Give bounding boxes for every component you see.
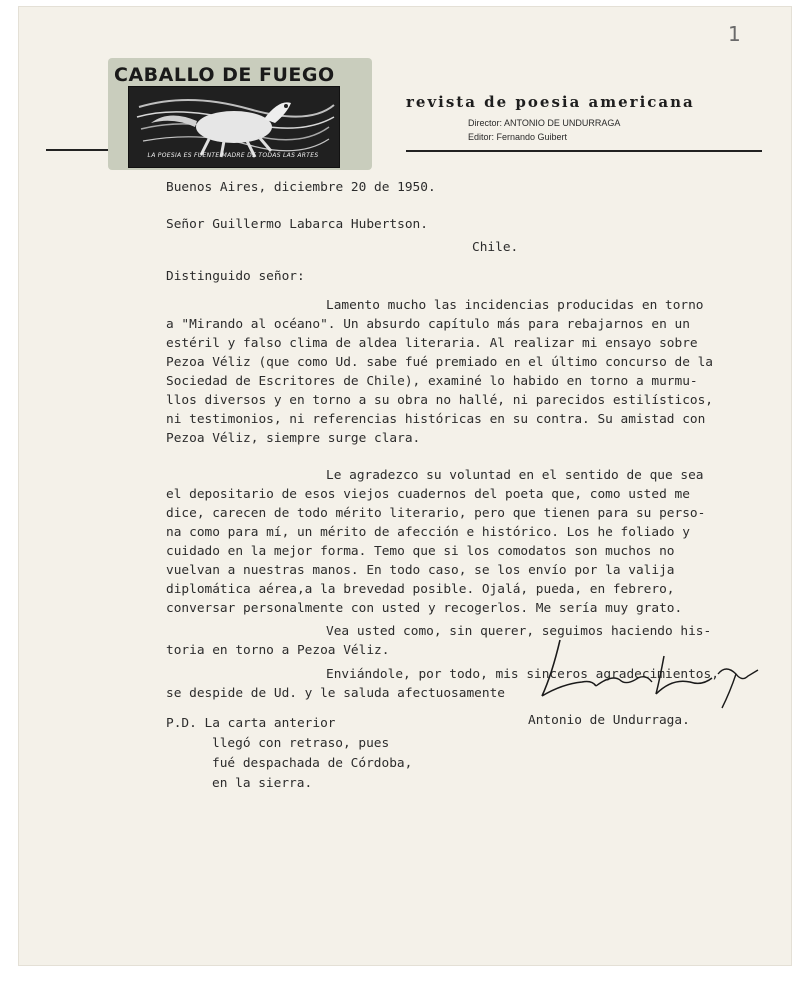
- paragraph-line: Vea usted como, sin querer, seguimos haciendo his-: [326, 624, 712, 639]
- paragraph-line: cuidado en la mejor forma. Temo que si los comodatos son muchos no: [166, 544, 675, 559]
- postscript-line: fué despachada de Córdoba,: [212, 756, 413, 771]
- postscript-line: en la sierra.: [212, 776, 313, 791]
- editor-line: Editor: Fernando Guibert: [468, 132, 568, 142]
- paragraph-line: Le agradezco su voluntad en el sentido de que sea: [326, 468, 704, 483]
- paragraph-line: Sociedad de Escritores de Chile), examiné lo habido en torno a murmu-: [166, 374, 698, 389]
- magazine-subtitle: revista de poesia americana: [406, 93, 695, 111]
- page-number: 1: [728, 22, 741, 46]
- postscript-line: P.D. La carta anterior: [166, 716, 336, 731]
- paragraph-line: a "Mirando al océano". Un absurdo capítulo más para rebajarnos en un: [166, 317, 690, 332]
- place-date: Buenos Aires, diciembre 20 de 1950.: [166, 180, 436, 195]
- paragraph-line: ni testimonios, ni referencias históricas en su contra. Su amistad con: [166, 412, 706, 427]
- paragraph-line: vuelvan a nuestras manos. En todo caso, se los envío por la valija: [166, 563, 675, 578]
- paragraph-line: Pezoa Véliz, siempre surge clara.: [166, 431, 421, 446]
- salutation: Distinguido señor:: [166, 269, 305, 284]
- paragraph-line: llos diversos y en torno a su obra no hallé, ni parecidos estilísticos,: [166, 393, 714, 408]
- paragraph-line: Lamento mucho las incidencias producidas en torno: [326, 298, 704, 313]
- recipient: Señor Guillermo Labarca Hubertson.: [166, 217, 428, 232]
- postscript-line: llegó con retraso, pues: [212, 736, 390, 751]
- director-line: Director: ANTONIO DE UNDURRAGA: [468, 118, 621, 128]
- paragraph-line: estéril y falso clima de aldea literaria. Al realizar mi ensayo sobre: [166, 336, 698, 351]
- paragraph-line: dice, carecen de todo mérito literario, pero que tienen para su perso-: [166, 506, 706, 521]
- logo-title: CABALLO DE FUEGO: [114, 64, 335, 86]
- magazine-logo: [108, 58, 372, 170]
- recipient-country: Chile.: [472, 240, 519, 255]
- letterhead-rule-right: [406, 150, 762, 152]
- paragraph-line: Pezoa Véliz (que como Ud. sabe fué premiado en el último concurso de la: [166, 355, 714, 370]
- paragraph-line: diplomática aérea,a la brevedad posible. Ojalá, pueda, en febrero,: [166, 582, 675, 597]
- handwritten-signature: [522, 634, 772, 714]
- logo-motto: LA POESIA ES FUENTE MADRE DE TODAS LAS ARTES: [147, 152, 319, 159]
- closing-line: Enviándole, por todo, mis sinceros agradecimientos,: [326, 667, 719, 682]
- paragraph-line: na como para mí, un mérito de afección e histórico. Los he foliado y: [166, 525, 690, 540]
- letterhead-rule-left: [46, 149, 108, 151]
- paragraph-line: toria en torno a Pezoa Véliz.: [166, 643, 390, 658]
- paragraph-line: conversar personalmente con usted y recogerlos. Me sería muy grato.: [166, 601, 683, 616]
- signature-name: Antonio de Undurraga.: [528, 713, 690, 728]
- closing-line: se despide de Ud. y le saluda afectuosamente: [166, 686, 505, 701]
- paragraph-line: el depositario de esos viejos cuadernos del poeta que, como usted me: [166, 487, 690, 502]
